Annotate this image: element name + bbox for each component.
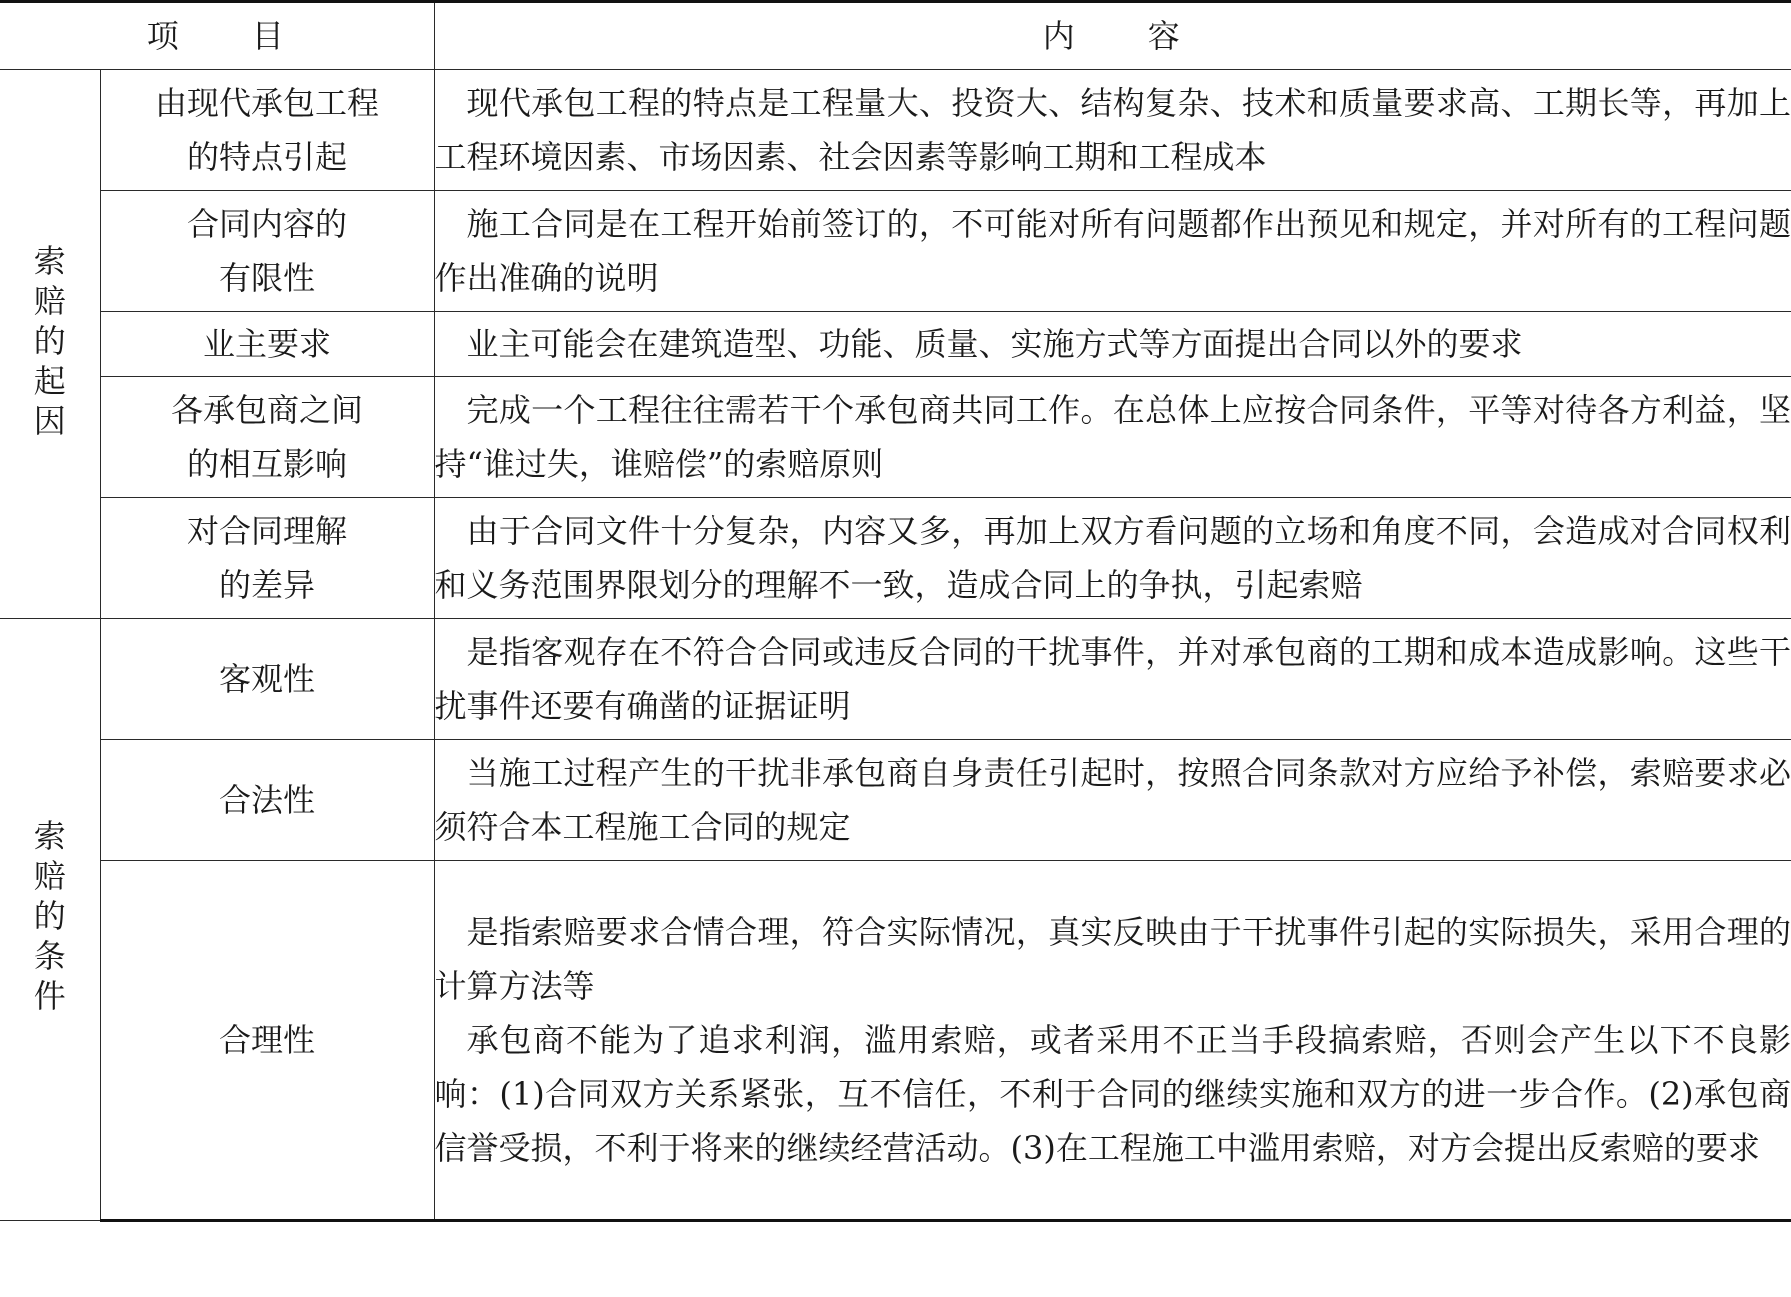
content-paragraph: 完成一个工程往往需若干个承包商共同工作。在总体上应按合同条件，平等对待各方利益，坚持“谁过失，谁赔偿”的索赔原则 [434, 391, 1791, 483]
item-line: 对合同理解 [187, 512, 348, 550]
table-row [0, 619, 1791, 740]
content-cell [434, 70, 1791, 191]
content-paragraph: 现代承包工程的特点是工程量大、投资大、结构复杂、技术和质量要求高、工期长等，再加上工程环境因素、市场因素、社会因素等影响工期和工程成本 [434, 84, 1791, 176]
content-paragraph: 业主可能会在建筑造型、功能、质量、实施方式等方面提出合同以外的要求 [466, 325, 1523, 363]
content-paragraph: 是指客观存在不符合合同或违反合同的干扰事件，并对承包商的工期和成本造成影响。这些干扰事件还要有确凿的证据证明 [434, 633, 1791, 725]
item-line: 由现代承包工程 [155, 84, 380, 122]
table-row [0, 70, 1791, 191]
item-line: 合理性 [219, 1021, 316, 1059]
table-row [0, 312, 1791, 377]
item-line: 合同内容的 [187, 205, 348, 243]
item-line: 的特点引起 [187, 138, 348, 176]
item-line: 业主要求 [203, 325, 332, 363]
item-cell [100, 740, 434, 861]
header-content: 内 容 [434, 2, 1791, 70]
table-header-row [0, 2, 1791, 70]
item-line: 有限性 [219, 259, 316, 297]
content-cell [434, 861, 1791, 1221]
header-item: 项 目 [0, 2, 434, 70]
content-paragraph: 当施工过程产生的干扰非承包商自身责任引起时，按照合同条款对方应给予补偿，索赔要求必须符合本工程施工合同的规定 [434, 754, 1791, 846]
item-line: 的相互影响 [187, 445, 348, 483]
content-cell [434, 740, 1791, 861]
item-line: 各承包商之间 [171, 391, 364, 429]
group-label-text: 索赔的条件 [33, 817, 66, 1015]
item-cell [100, 191, 434, 312]
content-cell [434, 619, 1791, 740]
item-cell [100, 377, 434, 498]
item-cell [100, 619, 434, 740]
content-paragraph: 施工合同是在工程开始前签订的，不可能对所有问题都作出预见和规定，并对所有的工程问题作出准确的说明 [434, 205, 1791, 297]
group-label-condition [0, 619, 100, 1221]
item-line: 的差异 [219, 566, 316, 604]
table-row [0, 191, 1791, 312]
content-paragraph: 是指索赔要求合情合理，符合实际情况，真实反映由于干扰事件引起的实际损失，采用合理的计算方法等 [434, 913, 1791, 1005]
content-cell [434, 312, 1791, 377]
group-label-cause [0, 70, 100, 619]
table-row [0, 377, 1791, 498]
content-cell [434, 191, 1791, 312]
content-cell [434, 498, 1791, 619]
item-cell [100, 70, 434, 191]
item-cell [100, 312, 434, 377]
table-row [0, 861, 1791, 1221]
item-cell [100, 498, 434, 619]
table-row [0, 740, 1791, 861]
table-row [0, 498, 1791, 619]
group-label-text: 索赔的起因 [33, 241, 66, 440]
content-paragraph: 由于合同文件十分复杂，内容又多，再加上双方看问题的立场和角度不同，会造成对合同权利和义务范围界限划分的理解不一致，造成合同上的争执，引起索赔 [434, 512, 1791, 604]
content-paragraph: 承包商不能为了追求利润，滥用索赔，或者采用不正当手段搞索赔，否则会产生以下不良影响：(1)合同双方关系紧张，互不信任，不利于合同的继续实施和双方的进一步合作。(2)承包商信誉受损，不利于将来的继续经营活动。(3)在工程施工中滥用索赔，对方会提出反索赔的要求 [434, 1021, 1791, 1167]
content-cell [434, 377, 1791, 498]
item-line: 合法性 [219, 781, 316, 819]
item-line: 客观性 [219, 660, 316, 698]
item-cell [100, 861, 434, 1221]
